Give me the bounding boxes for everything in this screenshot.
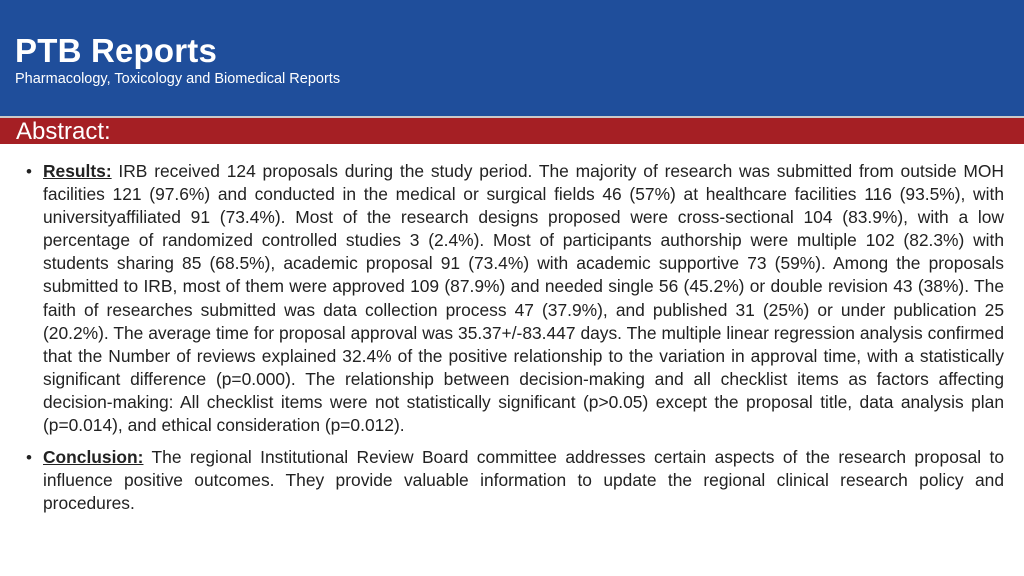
bullet-icon: • [26, 448, 32, 468]
section-title: Abstract: [16, 118, 111, 145]
section-bar [0, 116, 1024, 144]
results-text: IRB received 124 proposals during the study period. The majority of research was submitted from outside MOH facilities 121 (97.6%) and conducted in the medical or surgical fields 46 (57%) at healthcare facilities 116 (93.5%), with universityaffiliated 91 (73.4%). Most of the research designs proposed were cross-sectional 104 (83.9%), with a low percentage of randomized controlled studies 3 (2.4%). Most of participants authorship were multiple 102 (82.3%) with students sharing 85 (68.5%), academic proposal 91 (73.4%) with academic supportive 73 (59%). Among the proposals submitted to IRB, most of them were approved 109 (87.9%) and needed single 56 (45.2%) or double revision 43 (38%). The faith of researches submitted was data collection process 47 (37.9%), and published 31 (25%) or under publication 25 (20.2%). The average time for proposal approval was 35.37+/-83.447 days. The multiple linear regression analysis confirmed that the Number of reviews explained 32.4% of the positive relationship to the variation in approval time, with a statistically significant difference (p=0.000). The relationship between decision-making and all checklist items as factors affecting decision-making: All checklist items were not statistically significant (p>0.05) except the proposal title, data analysis plan (p=0.014), and ethical consideration (p=0.012). [43, 161, 1004, 436]
conclusion-text: The regional Institutional Review Board committee addresses certain aspects of the research proposal to influence positive outcomes. They provide valuable information to update the regional clinical research policy and procedures. [43, 447, 1004, 514]
conclusion-label: Conclusion: [43, 447, 144, 468]
brand-title: PTB Reports [15, 32, 218, 69]
header-banner [0, 0, 1024, 116]
bullet-icon: • [26, 162, 32, 181]
conclusion-bullet [26, 446, 1004, 515]
results-label: Results: [43, 161, 112, 181]
brand-subtitle: Pharmacology, Toxicology and Biomedical Reports [15, 71, 341, 87]
abstract-content [26, 160, 1004, 524]
results-bullet [26, 160, 1004, 437]
